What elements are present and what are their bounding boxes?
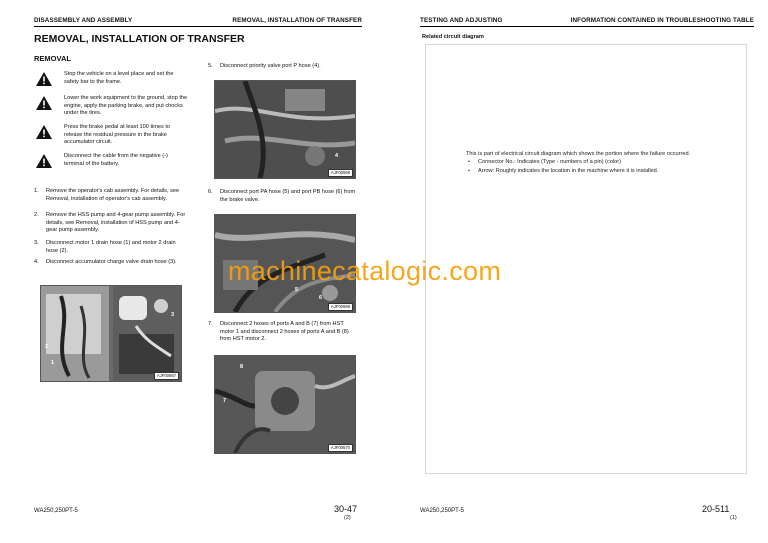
photo-hst-motor <box>214 355 356 454</box>
warning-icon <box>36 96 52 110</box>
notes-intro: This is part of electrical circuit diagram which shows the portion where the failure occurred. <box>466 151 691 157</box>
warning-icon <box>36 72 52 86</box>
photo-code: AJF00668 <box>328 169 353 177</box>
photo-code: AJF00669 <box>328 303 353 311</box>
circuit-diagram-label: Related circuit diagram <box>422 34 484 40</box>
photo-drain-hoses <box>40 285 182 382</box>
footer-model: WA250,250PT-5 <box>420 508 464 514</box>
step-number: 6. <box>208 189 213 195</box>
step-text: Disconnect 2 hoses of ports A and B (7) from HST motor 1 and disconnect 2 hoses of ports A and B (8) from HST motor 2. <box>220 321 349 343</box>
step-text: Remove the operator's cab assembly. For details, see Removal, installation of operator's cab assembly. <box>46 188 180 202</box>
step-number: 7. <box>208 321 213 327</box>
callout-label: 8 <box>240 364 244 370</box>
circuit-diagram-notes <box>466 150 736 175</box>
list-item <box>208 189 358 204</box>
left-header-section: DISASSEMBLY AND ASSEMBLY <box>34 17 133 24</box>
list-item <box>34 188 189 203</box>
step-text: Remove the HSS pump and 4-gear pump assembly. For details, see Removal, installation of HSS pump and 4-gear pump assembly. <box>46 212 186 234</box>
warning-icon <box>36 154 52 168</box>
callout-label: 4 <box>335 153 339 159</box>
photo-code: AJF00667 <box>154 372 179 380</box>
page-title: REMOVAL, INSTALLATION OF TRANSFER <box>34 33 245 45</box>
notes-bullet: • Arrow: Roughly indicates the location in the machine where it is installed. <box>466 167 736 175</box>
callout-label: 1 <box>51 360 55 366</box>
step-text: Disconnect accumulator charge valve drain hose (3). <box>46 259 177 265</box>
photo-code: AJF00670 <box>328 444 353 452</box>
footer-revision: (1) <box>730 515 737 521</box>
list-item <box>34 259 189 267</box>
callout-label: 3 <box>171 312 175 318</box>
callout-label: 7 <box>223 398 227 404</box>
list-item <box>34 240 189 255</box>
step-text: Disconnect priority valve port P hose (4). <box>220 63 321 69</box>
right-header-section: TESTING AND ADJUSTING <box>420 17 503 24</box>
watermark: machinecatalogic.com <box>228 256 502 286</box>
left-header-topic: REMOVAL, INSTALLATION OF TRANSFER <box>232 17 362 24</box>
step-text: Disconnect motor 1 drain hose (1) and motor 2 drain hose (2). <box>46 240 176 254</box>
photo-priority-valve <box>214 80 356 179</box>
right-header-rule <box>420 26 754 27</box>
callout-label: 6 <box>319 295 323 301</box>
list-item <box>208 63 358 71</box>
step-number: 2. <box>34 212 39 218</box>
footer-revision: (2) <box>344 515 351 521</box>
step-text: Disconnect port PA hose (5) and port PB hose (6) from the brake valve. <box>220 189 356 203</box>
step-number: 4. <box>34 259 39 265</box>
warning-text-3: Press the brake pedal at least 100 times to release the residual pressure in the brake accumulator circuit. <box>64 124 171 146</box>
step-number: 1. <box>34 188 39 194</box>
warning-text-2: Lower the work equipment to the ground, stop the engine, apply the parking brake, and put chocks under the tires. <box>64 95 188 117</box>
callout-label: 2 <box>45 344 49 350</box>
warning-text-1: Stop the vehicle on a level place and set the safety bar to the frame. <box>64 71 174 85</box>
list-item <box>208 321 358 344</box>
list-item <box>34 212 189 235</box>
callout-label: 5 <box>295 287 299 293</box>
footer-page-number: 20-511 <box>702 504 730 514</box>
step-number: 5. <box>208 63 213 69</box>
left-header-rule <box>34 26 362 27</box>
footer-model: WA250,250PT-5 <box>34 508 78 514</box>
right-header-topic: INFORMATION CONTAINED IN TROUBLESHOOTING TABLE <box>570 17 754 24</box>
section-heading: REMOVAL <box>34 54 71 63</box>
notes-bullet: • Connector No.: Indicates (Type - numbers of a pin) (color) <box>466 158 736 166</box>
warning-icon <box>36 125 52 139</box>
warning-text-4: Disconnect the cable from the negative (-) terminal of the battery. <box>64 153 168 167</box>
step-number: 3. <box>34 240 39 246</box>
footer-page-number: 30-47 <box>334 504 358 514</box>
